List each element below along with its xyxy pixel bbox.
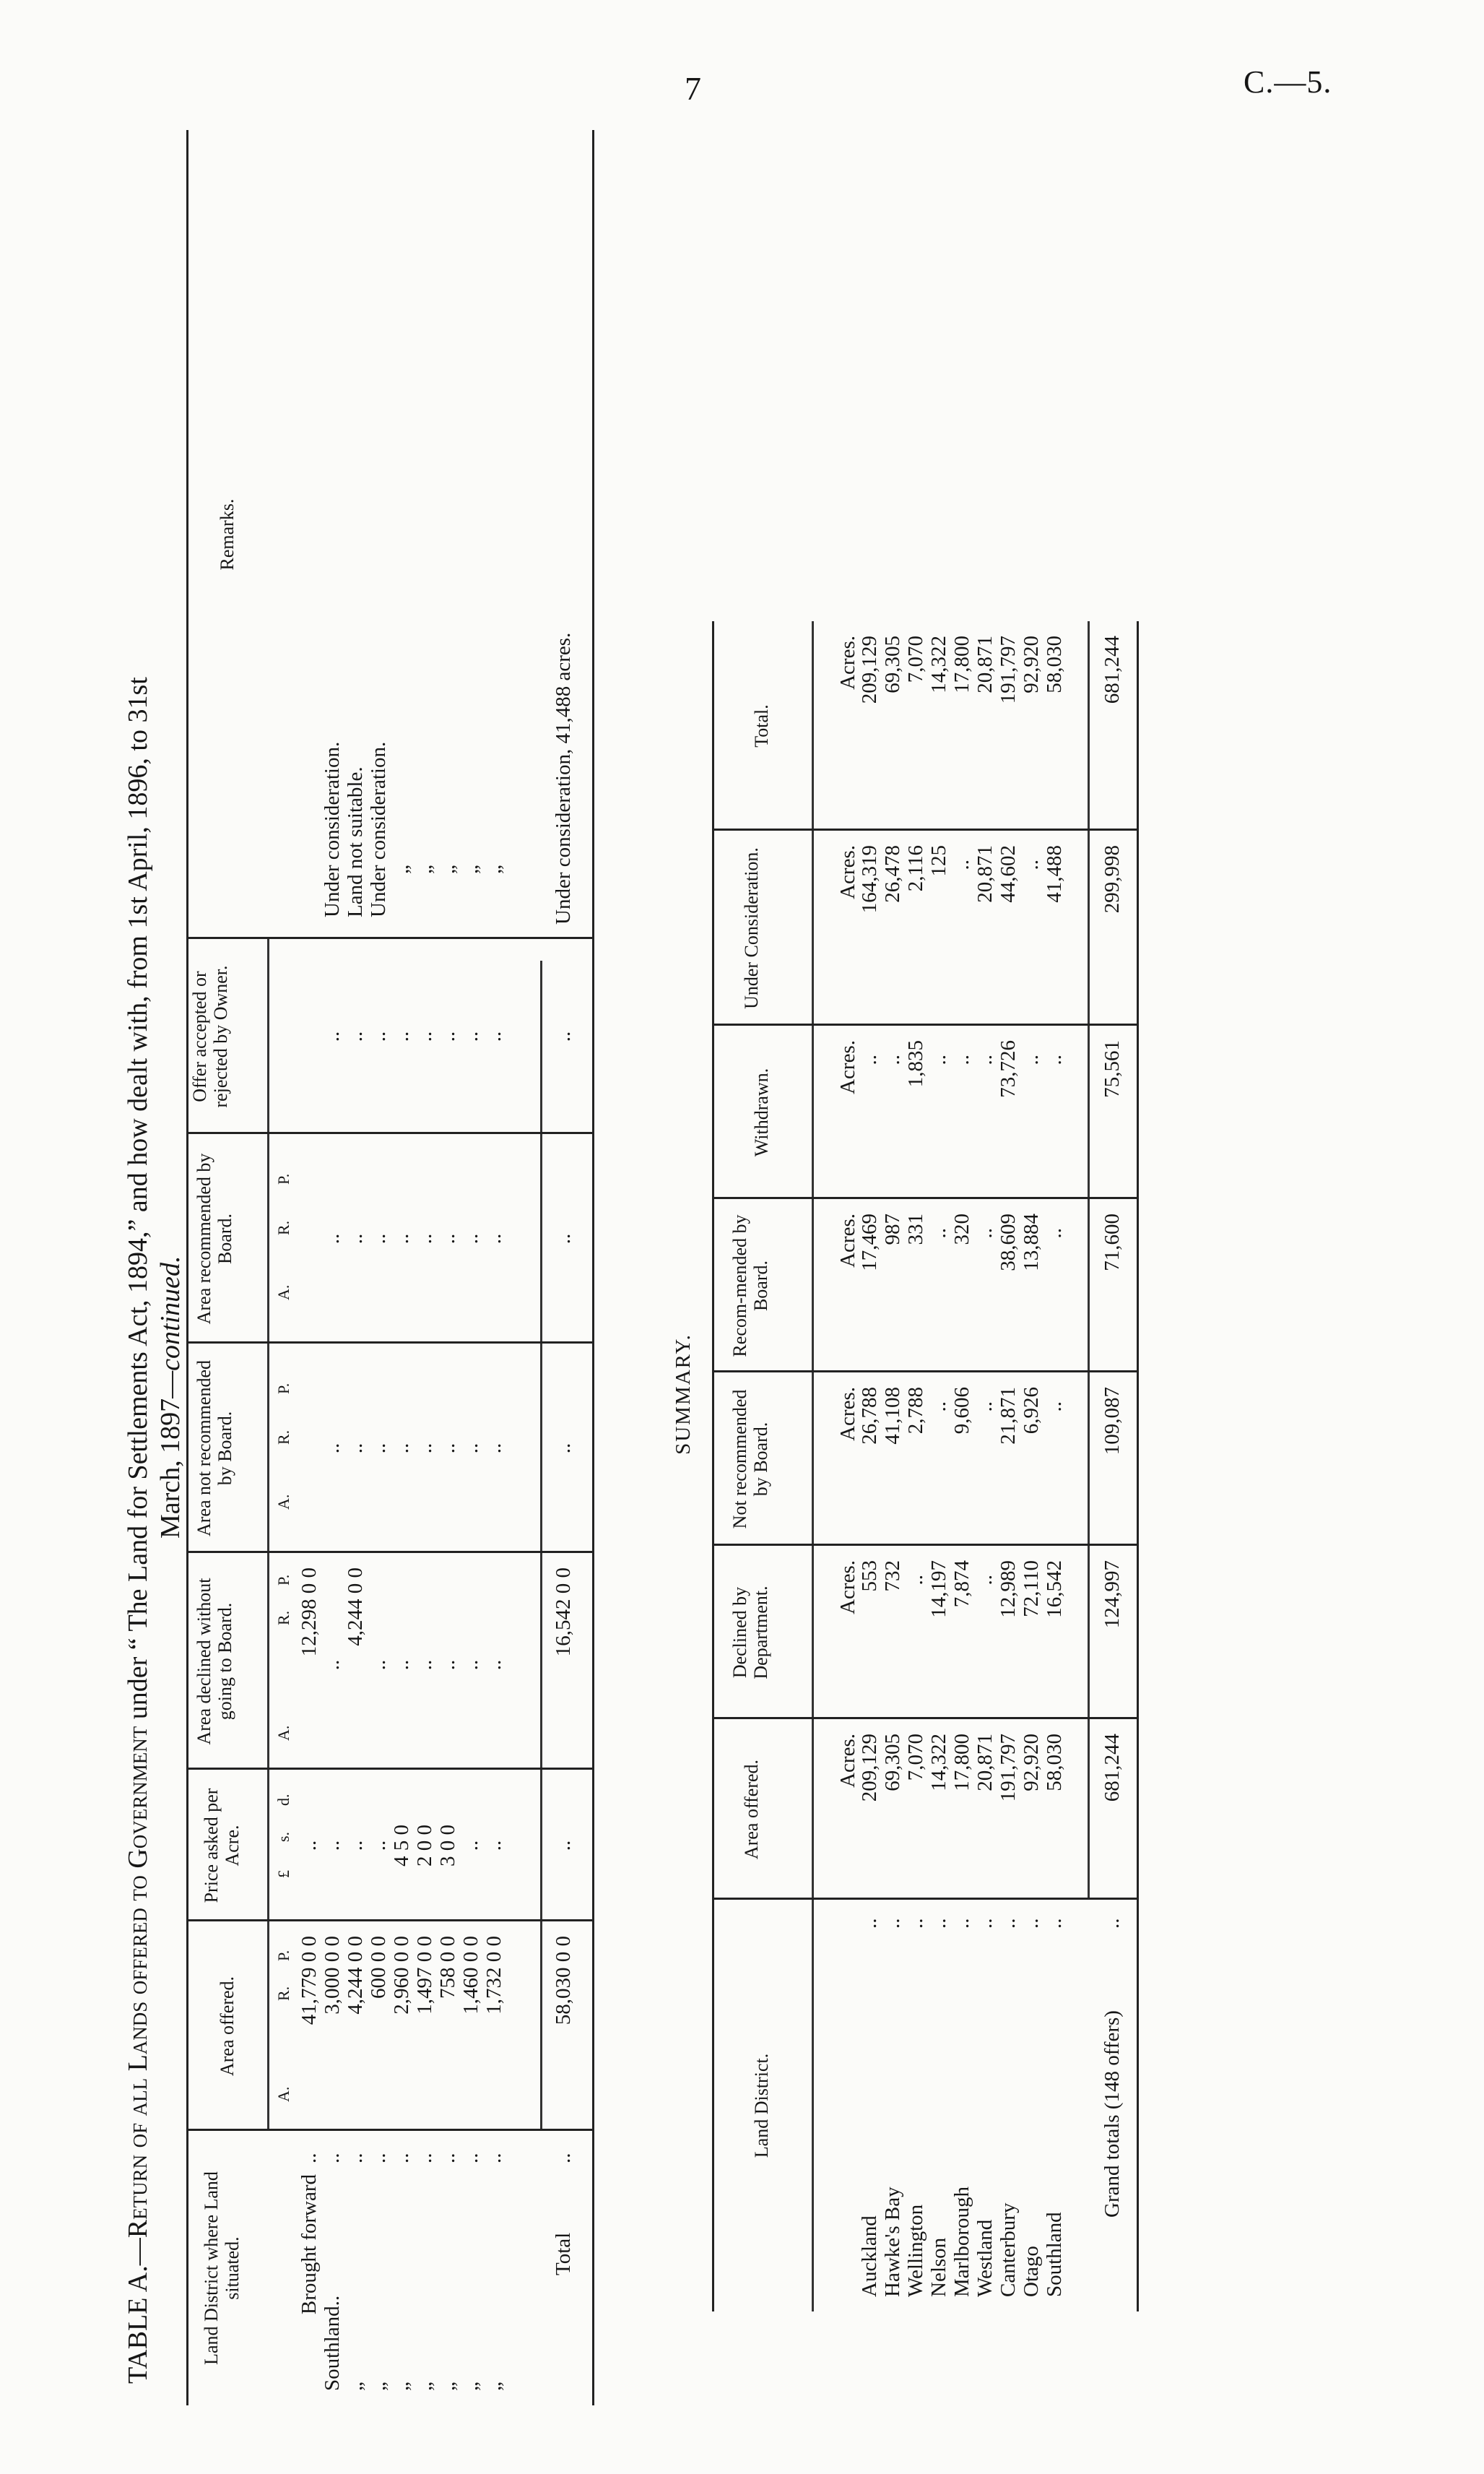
declined-cell: .. <box>390 1659 413 1671</box>
table-a-bottom-rule <box>592 130 594 2405</box>
summary-area: 209,129 <box>858 1734 881 1802</box>
summary-total: 7,070 <box>904 636 927 683</box>
rec-cell: .. <box>367 1233 390 1245</box>
district-cell: „ <box>459 2382 482 2391</box>
declined-cell: .. <box>459 1659 482 1671</box>
grand-totals-label: Grand totals (148 offers) <box>1101 2010 1124 2218</box>
summary-total: 92,920 <box>1020 636 1043 693</box>
leader-dots: .. <box>997 1918 1020 1929</box>
col-rule <box>186 1551 592 1553</box>
unit-area-a: A. <box>274 2086 292 2102</box>
price-cell: 4 5 0 <box>390 1825 413 1867</box>
leader-dots: .. <box>552 2153 575 2163</box>
summary-total: 191,797 <box>997 636 1020 704</box>
summary-district: Auckland <box>858 2215 881 2297</box>
not-rec-cell: .. <box>367 1443 390 1454</box>
unit-price-d: d. <box>274 1794 292 1806</box>
area-cell: 1,732 0 0 <box>482 1936 505 2015</box>
summary-under: 44,602 <box>997 845 1020 903</box>
summary-withdrawn: .. <box>950 1055 973 1065</box>
summary-district: Southland <box>1043 2212 1066 2297</box>
district-cell: „ <box>413 2382 436 2391</box>
summary-header-area: Area offered. <box>741 1759 762 1860</box>
district-cell: Southland.. <box>321 2295 344 2391</box>
summary-rec: 331 <box>904 1214 927 1245</box>
unit-acres: Acres. <box>836 1387 859 1441</box>
price-cell: .. <box>298 1840 321 1851</box>
rec-cell: .. <box>390 1233 413 1245</box>
summary-withdrawn: .. <box>1043 1055 1066 1065</box>
grand-area: 681,244 <box>1101 1734 1124 1802</box>
leader-dots: .. <box>881 1918 904 1929</box>
district-cell: „ <box>367 2382 390 2391</box>
grand-under: 299,998 <box>1101 845 1124 914</box>
rec-cell: .. <box>413 1233 436 1245</box>
header-remarks: Remarks. <box>217 498 238 571</box>
summary-under: 164,319 <box>858 845 881 914</box>
remarks-cell: Under consideration. <box>321 741 344 917</box>
total-accepted: .. <box>552 1031 575 1042</box>
summary-area: 7,070 <box>904 1734 927 1781</box>
area-cell: 1,460 0 0 <box>459 1936 482 2015</box>
summary-withdrawn: .. <box>881 1055 904 1065</box>
area-cell: 1,497 0 0 <box>413 1936 436 2015</box>
table-a-top-rule <box>186 130 188 2405</box>
total-price: .. <box>552 1840 575 1851</box>
area-cell: 4,244 0 0 <box>344 1936 367 2015</box>
rec-cell: .. <box>344 1233 367 1245</box>
declined-cell: .. <box>436 1659 459 1671</box>
summary-rec: .. <box>927 1228 950 1239</box>
summary-declined: .. <box>904 1575 927 1586</box>
summary-withdrawn: .. <box>858 1055 881 1065</box>
summary-not-rec: .. <box>1043 1401 1066 1412</box>
header-declined: Area declined without going to Board. <box>194 1578 235 1745</box>
district-cell: Brought forward <box>298 2174 321 2315</box>
unit-price-pound: £ <box>274 1870 292 1878</box>
summary-header-not-rec: Not recommended by Board. <box>729 1389 771 1529</box>
summary-area: 20,871 <box>973 1734 997 1791</box>
not-rec-cell: .. <box>390 1443 413 1454</box>
rec-cell: .. <box>482 1233 505 1245</box>
district-cell: „ <box>482 2382 505 2391</box>
summary-title: SUMMARY. <box>672 1333 695 1455</box>
remarks-cell: „ <box>459 865 482 874</box>
unit-rec-r: R. <box>274 1220 292 1235</box>
summary-district: Hawke's Bay <box>881 2187 904 2297</box>
summary-area: 69,305 <box>881 1734 904 1791</box>
summary-declined: 14,197 <box>927 1560 950 1618</box>
table-a-total-rule <box>540 961 542 2131</box>
price-cell: 2 0 0 <box>413 1825 436 1867</box>
summary-col-rule <box>712 1370 1137 1372</box>
price-cell: .. <box>367 1840 390 1851</box>
unit-acres: Acres. <box>836 636 859 690</box>
summary-header-withdrawn: Withdrawn. <box>751 1068 772 1157</box>
summary-header-declined: Declined by Department. <box>729 1586 771 1679</box>
summary-not-rec: 21,871 <box>997 1387 1020 1445</box>
unit-declined-r: R. <box>274 1610 292 1625</box>
leader-dots: .. <box>1101 1918 1124 1929</box>
summary-district: Canterbury <box>997 2202 1020 2297</box>
summary-header-district: Land District. <box>751 2053 772 2158</box>
total-not-rec: .. <box>552 1443 575 1454</box>
price-cell: .. <box>459 1840 482 1851</box>
accepted-cell: .. <box>321 1031 344 1042</box>
district-cell: „ <box>390 2382 413 2391</box>
declined-cell: 12,298 0 0 <box>298 1567 321 1657</box>
summary-area: 191,797 <box>997 1734 1020 1802</box>
total-declined: 16,542 0 0 <box>552 1567 575 1657</box>
summary-declined: 553 <box>858 1560 881 1592</box>
leader-dots: .. <box>950 1918 973 1929</box>
grand-total: 681,244 <box>1101 636 1124 704</box>
summary-col-rule <box>712 1544 1137 1546</box>
summary-total: 17,800 <box>950 636 973 693</box>
leader-dots: .. <box>858 1918 881 1929</box>
summary-rec: .. <box>973 1228 997 1239</box>
summary-withdrawn: 73,726 <box>997 1040 1020 1098</box>
table-a-title: TABLE A.—Return of all Lands offered to Government under “ The Land for Settlements Act, 1894,” and how dealt with, from 1st April, 1896, to 31st <box>123 677 153 2384</box>
unit-acres: Acres. <box>836 1734 859 1788</box>
summary-under: 2,116 <box>904 845 927 892</box>
grand-rec: 71,600 <box>1101 1214 1124 1271</box>
leader-dots: .. <box>459 2153 482 2163</box>
summary-under: .. <box>1020 860 1043 870</box>
area-cell: 3,000 0 0 <box>321 1936 344 2015</box>
summary-col-rule <box>712 1024 1137 1026</box>
accepted-cell: .. <box>482 1031 505 1042</box>
unit-acres: Acres. <box>836 845 859 899</box>
declined-cell: .. <box>413 1659 436 1671</box>
area-cell: 41,779 0 0 <box>298 1936 321 2025</box>
grand-not-rec: 109,087 <box>1101 1387 1124 1456</box>
leader-dots: .. <box>436 2153 459 2163</box>
remarks-cell: „ <box>436 865 459 874</box>
summary-not-rec: 2,788 <box>904 1387 927 1435</box>
leader-dots: .. <box>1043 1918 1066 1929</box>
accepted-cell: .. <box>436 1031 459 1042</box>
summary-area: 14,322 <box>927 1734 950 1791</box>
summary-under: 125 <box>927 845 950 877</box>
col-rule <box>186 1919 592 1921</box>
area-cell: 758 0 0 <box>436 1936 459 1999</box>
summary-total: 20,871 <box>973 636 997 693</box>
summary-rec: 320 <box>950 1214 973 1245</box>
header-recommended: Area recommended by Board. <box>194 1153 235 1325</box>
summary-total: 69,305 <box>881 636 904 693</box>
summary-district: Nelson <box>927 2237 950 2297</box>
remarks-cell: „ <box>390 865 413 874</box>
summary-declined: 16,542 <box>1043 1560 1066 1618</box>
total-remarks: Under consideration, 41,488 acres. <box>552 632 575 925</box>
header-accepted: Offer accepted or rejected by Owner. <box>189 965 231 1108</box>
summary-rec: 987 <box>881 1214 904 1245</box>
summary-area: 92,920 <box>1020 1734 1043 1791</box>
summary-district: Otago <box>1020 2246 1043 2297</box>
leader-dots: .. <box>927 1918 950 1929</box>
page-number: 7 <box>685 70 701 107</box>
summary-col-rule <box>712 829 1137 831</box>
declined-cell: .. <box>482 1659 505 1671</box>
summary-declined: 72,110 <box>1020 1560 1043 1617</box>
district-cell: „ <box>344 2382 367 2391</box>
leader-dots: .. <box>321 2153 344 2163</box>
unit-declined-a: A. <box>274 1725 292 1741</box>
unit-area-r: R. <box>274 1986 292 2001</box>
header-area-offered: Area offered. <box>217 1976 238 2077</box>
accepted-cell: .. <box>344 1031 367 1042</box>
summary-not-rec: 9,606 <box>950 1387 973 1435</box>
unit-acres: Acres. <box>836 1214 859 1268</box>
not-rec-cell: .. <box>482 1443 505 1454</box>
area-cell: 600 0 0 <box>367 1936 390 1999</box>
leader-dots: .. <box>482 2153 505 2163</box>
col-rule <box>186 1768 592 1770</box>
summary-bottom-rule <box>1137 621 1139 2311</box>
summary-not-rec: 6,926 <box>1020 1387 1043 1435</box>
not-rec-cell: .. <box>413 1443 436 1454</box>
col-rule <box>186 1132 592 1134</box>
summary-under: 26,478 <box>881 845 904 903</box>
summary-col-rule <box>712 1898 1137 1900</box>
summary-not-rec: 41,108 <box>881 1387 904 1445</box>
summary-col-rule <box>712 1197 1137 1199</box>
declined-cell: .. <box>367 1659 390 1671</box>
summary-header-under: Under Consideration. <box>741 847 762 1009</box>
rec-cell: .. <box>459 1233 482 1245</box>
summary-withdrawn: .. <box>927 1055 950 1065</box>
header-price: Price asked per Acre. <box>201 1788 243 1903</box>
page-reference: C.—5. <box>1244 64 1332 100</box>
remarks-cell: „ <box>413 865 436 874</box>
header-not-recommended: Area not recommended by Board. <box>194 1360 235 1537</box>
summary-rec: 17,469 <box>858 1214 881 1271</box>
leader-dots: .. <box>298 2153 321 2163</box>
accepted-cell: .. <box>367 1031 390 1042</box>
unit-acres: Acres. <box>836 1040 859 1094</box>
summary-rec: 38,609 <box>997 1214 1020 1271</box>
summary-grand-rule <box>1088 621 1090 1900</box>
declined-cell: 4,244 0 0 <box>344 1567 367 1646</box>
leader-dots: .. <box>1020 1918 1043 1929</box>
header-land-district: Land District where Land situated. <box>201 2171 243 2365</box>
rec-cell: .. <box>436 1233 459 1245</box>
summary-header-rec: Recom-mended by Board. <box>729 1214 771 1357</box>
summary-under: 41,488 <box>1043 845 1066 903</box>
unit-area-p: P. <box>274 1950 292 1961</box>
total-rec: .. <box>552 1233 575 1245</box>
price-cell: 3 0 0 <box>436 1825 459 1867</box>
summary-col-rule <box>712 1717 1137 1719</box>
col-rule <box>186 937 592 939</box>
accepted-cell: .. <box>390 1031 413 1042</box>
price-cell: .. <box>482 1840 505 1851</box>
not-rec-cell: .. <box>344 1443 367 1454</box>
table-a-title-line2: March, 1897—continued. <box>155 1255 186 1539</box>
summary-total: 58,030 <box>1043 636 1066 693</box>
declined-cell: .. <box>321 1659 344 1671</box>
leader-dots: .. <box>973 1918 997 1929</box>
summary-rec: .. <box>1043 1228 1066 1239</box>
col-rule <box>186 1341 592 1344</box>
unit-notrec-r: R. <box>274 1430 292 1445</box>
unit-rec-a: A. <box>274 1284 292 1300</box>
summary-under: 20,871 <box>973 845 997 903</box>
area-cell: 2,960 0 0 <box>390 1936 413 2015</box>
summary-rec: 13,884 <box>1020 1214 1043 1271</box>
unit-acres: Acres. <box>836 1560 859 1614</box>
summary-declined: 12,989 <box>997 1560 1020 1618</box>
summary-not-rec: 26,788 <box>858 1387 881 1445</box>
rotated-page-content <box>108 116 1408 2405</box>
accepted-cell: .. <box>459 1031 482 1042</box>
unit-declined-p: P. <box>274 1574 292 1586</box>
remarks-cell: Under consideration. <box>367 741 390 917</box>
price-cell: .. <box>321 1840 344 1851</box>
summary-district: Marlborough <box>950 2186 973 2297</box>
summary-header-total: Total. <box>751 704 772 748</box>
unit-notrec-p: P. <box>274 1383 292 1394</box>
summary-declined: 7,874 <box>950 1560 973 1608</box>
summary-not-rec: .. <box>973 1401 997 1412</box>
summary-not-rec: .. <box>927 1401 950 1412</box>
summary-district: Wellington <box>904 2204 927 2297</box>
not-rec-cell: .. <box>436 1443 459 1454</box>
unit-rec-p: P. <box>274 1173 292 1185</box>
unit-price-s: s. <box>274 1831 292 1842</box>
summary-withdrawn: 1,835 <box>904 1040 927 1088</box>
table-a-header-rule <box>267 939 269 2131</box>
total-area: 58,030 0 0 <box>552 1936 575 2025</box>
summary-area: 17,800 <box>950 1734 973 1791</box>
total-label: Total <box>552 2232 575 2275</box>
accepted-cell: .. <box>413 1031 436 1042</box>
summary-top-rule <box>712 621 714 2311</box>
not-rec-cell: .. <box>459 1443 482 1454</box>
summary-declined: 732 <box>881 1560 904 1592</box>
summary-withdrawn: .. <box>1020 1055 1043 1065</box>
price-cell: .. <box>344 1840 367 1851</box>
leader-dots: .. <box>413 2153 436 2163</box>
rec-cell: .. <box>321 1233 344 1245</box>
summary-withdrawn: .. <box>973 1055 997 1065</box>
leader-dots: .. <box>367 2153 390 2163</box>
summary-total: 209,129 <box>858 636 881 704</box>
summary-area: 58,030 <box>1043 1734 1066 1791</box>
col-rule <box>186 2129 592 2131</box>
leader-dots: .. <box>390 2153 413 2163</box>
district-cell: „ <box>436 2382 459 2391</box>
summary-under: .. <box>950 860 973 870</box>
remarks-cell: Land not suitable. <box>344 766 367 917</box>
summary-total: 14,322 <box>927 636 950 693</box>
unit-notrec-a: A. <box>274 1494 292 1510</box>
leader-dots: .. <box>904 1918 927 1929</box>
not-rec-cell: .. <box>321 1443 344 1454</box>
leader-dots: .. <box>344 2153 367 2163</box>
grand-declined: 124,997 <box>1101 1560 1124 1629</box>
summary-declined: .. <box>973 1575 997 1586</box>
remarks-cell: „ <box>482 865 505 874</box>
summary-header-rule <box>812 621 814 2311</box>
grand-withdrawn: 75,561 <box>1101 1040 1124 1098</box>
summary-district: Westland <box>973 2219 997 2297</box>
